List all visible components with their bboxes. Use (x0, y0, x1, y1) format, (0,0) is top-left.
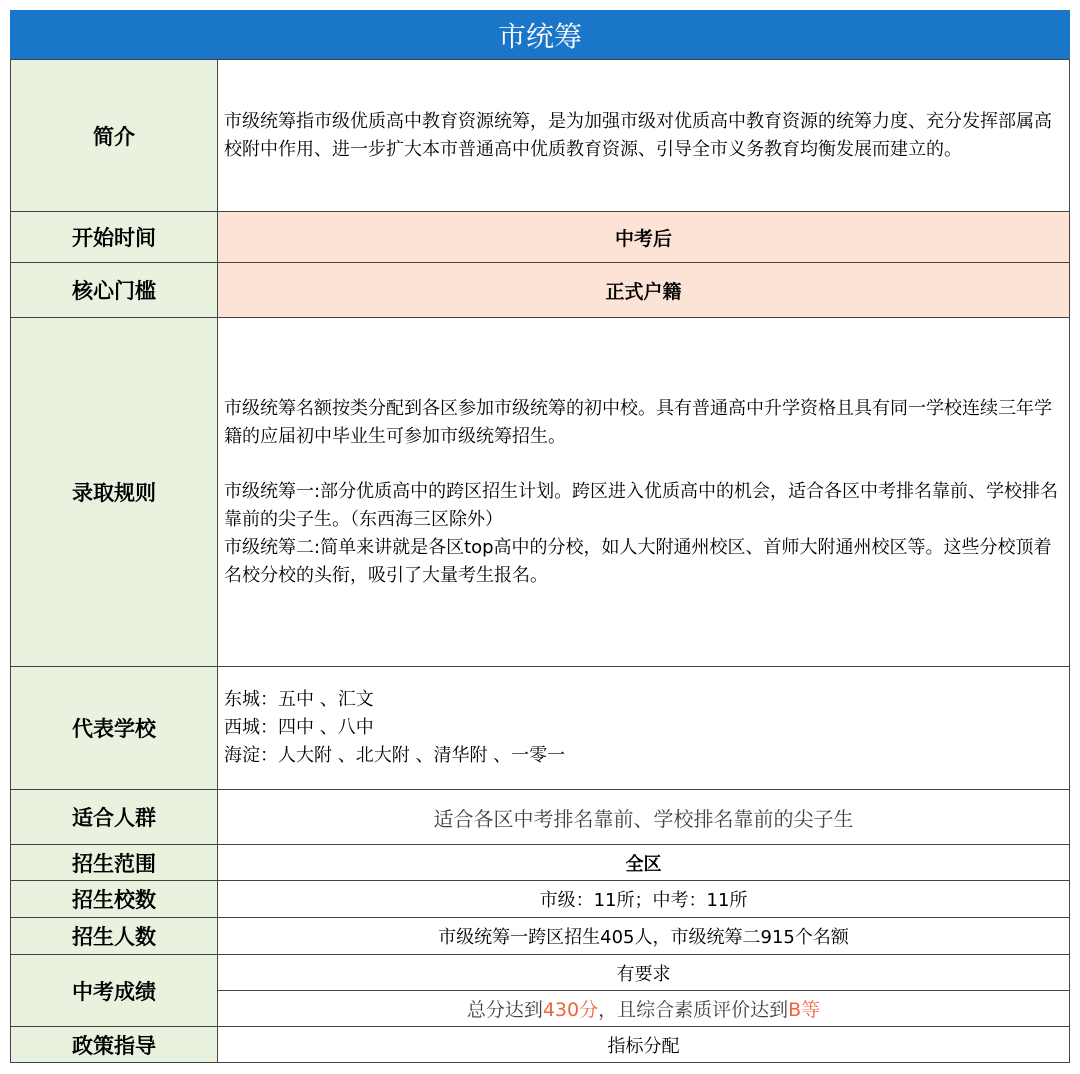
row-exam-score-1 (11, 955, 1070, 991)
label-audience: 适合人群 (11, 790, 218, 845)
label-scope: 招生范围 (11, 845, 218, 881)
page-title: 市统筹 (10, 10, 1070, 59)
admission-rules-text (218, 318, 1070, 667)
paragraph-gap (224, 451, 1063, 478)
exam-score-detail (218, 991, 1070, 1027)
schools-line-dongcheng: 东城：五中 、汇文 (224, 689, 374, 710)
enrollment-value: 市级统筹一跨区招生405人，市级统筹二915个名额 (218, 918, 1070, 955)
row-enrollment (11, 918, 1070, 955)
row-start-time (11, 212, 1070, 263)
threshold-value: 正式户籍 (218, 263, 1070, 318)
exam-score-requirement: 有要求 (218, 955, 1070, 991)
schools-line-xicheng: 西城：四中 、八中 (224, 717, 374, 738)
label-start-time: 开始时间 (11, 212, 218, 263)
intro-paragraph: 市级统筹指市级优质高中教育资源统筹，是为加强市级对优质高中教育资源的统筹力度、充分发挥部属高校附中作用、进一步扩大本市普通高中优质教育资源、引导全市义务教育均衡发展而建立的。 (224, 110, 1052, 160)
label-threshold: 核心门槛 (11, 263, 218, 318)
row-scope (11, 845, 1070, 881)
label-school-count: 招生校数 (11, 881, 218, 918)
row-intro (11, 60, 1070, 212)
quality-grade: B等 (788, 999, 821, 1021)
schools-list (218, 667, 1070, 790)
school-count-value: 市级：11所；中考：11所 (218, 881, 1070, 918)
schools-line-haidian: 海淀：人大附 、北大附 、清华附 、一零一 (224, 745, 566, 766)
score-threshold: 430分 (542, 999, 599, 1021)
policy-value: 指标分配 (218, 1027, 1070, 1063)
audience-value: 适合各区中考排名靠前、学校排名靠前的尖子生 (218, 790, 1070, 845)
label-admission-rules: 录取规则 (11, 318, 218, 667)
label-intro: 简介 (11, 60, 218, 212)
row-policy (11, 1027, 1070, 1063)
rules-paragraph-1: 市级统筹名额按类分配到各区参加市级统筹的初中校。具有普通高中升学资格且具有同一学校连续三年学籍的应届初中毕业生可参加市级统筹招生。 (224, 397, 1052, 447)
row-audience (11, 790, 1070, 845)
intro-text (218, 60, 1070, 212)
info-table (10, 59, 1070, 1063)
row-school-count (11, 881, 1070, 918)
score-middle: ，且综合素质评价达到 (598, 999, 789, 1021)
row-admission-rules (11, 318, 1070, 667)
score-prefix: 总分达到 (466, 999, 543, 1021)
row-threshold (11, 263, 1070, 318)
label-policy: 政策指导 (11, 1027, 218, 1063)
label-schools: 代表学校 (11, 667, 218, 790)
scope-value: 全区 (218, 845, 1070, 881)
rules-paragraph-2: 市级统筹一:部分优质高中的跨区招生计划。跨区进入优质高中的机会，适合各区中考排名靠前、学校排名靠前的尖子生。（东西海三区除外） (224, 480, 1059, 530)
rules-paragraph-3: 市级统筹二:简单来讲就是各区top高中的分校，如人大附通州校区、首师大附通州校区等。这些分校顶着名校分校的头衔，吸引了大量考生报名。 (224, 536, 1052, 586)
start-time-value: 中考后 (218, 212, 1070, 263)
row-schools (11, 667, 1070, 790)
label-exam-score: 中考成绩 (11, 955, 218, 1027)
label-enrollment: 招生人数 (11, 918, 218, 955)
